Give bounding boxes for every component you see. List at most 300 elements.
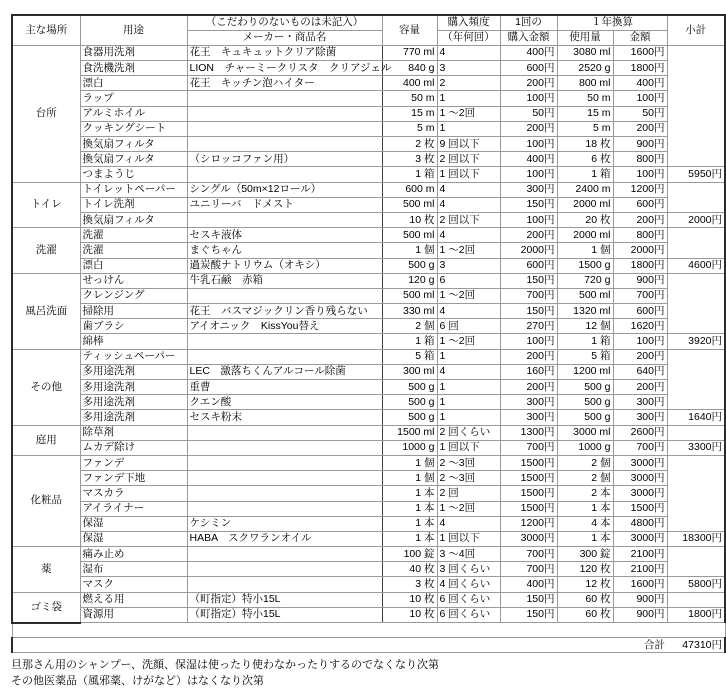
cell-product [187, 425, 382, 440]
table-row [12, 76, 725, 91]
cell-usage: 洗濯 [80, 243, 187, 258]
cell-place-3: 風呂洗面 [12, 273, 80, 349]
cell-product: HABA スクワランオイル [187, 531, 382, 546]
cell-frequency: 6 回くらい [437, 592, 500, 607]
cell-unit-price: 400円 [500, 152, 557, 167]
cell-yearly-amount: 20 枚 [557, 212, 613, 227]
cell-frequency: 3 [437, 258, 500, 273]
cell-capacity: 500 g [382, 410, 437, 425]
cell-usage: ラップ [80, 91, 187, 106]
cell-yearly-cost: 900円 [613, 273, 667, 288]
cell-yearly-amount: 2520 g [557, 61, 613, 76]
cell-usage: 漂白 [80, 258, 187, 273]
cell-yearly-cost: 600円 [613, 304, 667, 319]
cell-product [187, 121, 382, 136]
cell-product [187, 486, 382, 501]
cell-frequency: 1 ～2回 [437, 243, 500, 258]
cell-usage: 換気扇フィルタ [80, 152, 187, 167]
cell-capacity: 770 ml [382, 45, 437, 60]
cell-yearly-cost: 300円 [613, 410, 667, 425]
cell-product: アイオニック KissYou替え [187, 319, 382, 334]
cell-place-8: ゴミ袋 [12, 592, 80, 622]
table-row [12, 592, 725, 607]
cell-yearly-amount: 500 ml [557, 288, 613, 303]
cell-capacity: 500 ml [382, 288, 437, 303]
cell-place-6: 化粧品 [12, 455, 80, 546]
table-body [12, 45, 725, 622]
cell-product: 花王 バスマジックリン香り残らない [187, 304, 382, 319]
cell-place-0: 台所 [12, 45, 80, 182]
table-row [12, 547, 725, 562]
cell-frequency: 2 回 [437, 486, 500, 501]
cell-yearly-amount: 800 ml [557, 76, 613, 91]
cell-unit-price: 1500円 [500, 455, 557, 470]
cell-subtotal: 1800円 [667, 607, 725, 622]
cell-capacity: 1 本 [382, 531, 437, 546]
cell-unit-price: 600円 [500, 61, 557, 76]
cell-capacity: 40 枚 [382, 562, 437, 577]
cell-capacity: 120 g [382, 273, 437, 288]
table-row [12, 273, 725, 288]
cell-capacity: 500 g [382, 258, 437, 273]
cell-yearly-amount: 1 本 [557, 501, 613, 516]
cell-product: ケシミン [187, 516, 382, 531]
cell-capacity: 3 枚 [382, 152, 437, 167]
cell-yearly-cost: 600円 [613, 197, 667, 212]
cell-capacity: 300 ml [382, 364, 437, 379]
cell-frequency: 6 回くらい [437, 607, 500, 622]
table-row [12, 91, 725, 106]
cell-frequency: 1 [437, 349, 500, 364]
cell-yearly-cost: 900円 [613, 607, 667, 622]
cell-subtotal: 5800円 [667, 577, 725, 592]
cell-yearly-cost: 900円 [613, 592, 667, 607]
cell-product: 重曹 [187, 380, 382, 395]
table-row [12, 152, 725, 167]
cell-product: ユニリーバ ドメスト [187, 197, 382, 212]
table-row [12, 501, 725, 516]
cell-yearly-cost: 4800円 [613, 516, 667, 531]
table-row [12, 182, 725, 197]
cell-frequency: 1 [437, 410, 500, 425]
cell-capacity: 5 m [382, 121, 437, 136]
cell-frequency: 4 [437, 45, 500, 60]
header-subtotal: 小計 [667, 15, 725, 45]
cell-frequency: 2 ～3回 [437, 455, 500, 470]
cell-unit-price: 700円 [500, 547, 557, 562]
cell-usage: 多用途洗剤 [80, 410, 187, 425]
header-product-note: （こだわりのないものは未記入） [187, 15, 382, 30]
cell-capacity: 1 本 [382, 501, 437, 516]
cell-yearly-amount: 500 g [557, 410, 613, 425]
cell-yearly-amount: 720 g [557, 273, 613, 288]
cell-yearly-amount: 12 個 [557, 319, 613, 334]
cell-capacity: 1 個 [382, 471, 437, 486]
cell-capacity: 10 枚 [382, 607, 437, 622]
cell-capacity: 1 個 [382, 455, 437, 470]
cell-usage: 多用途洗剤 [80, 395, 187, 410]
table-row [12, 471, 725, 486]
cell-product: （シロッコファン用） [187, 152, 382, 167]
cell-yearly-cost: 3000円 [613, 486, 667, 501]
cell-yearly-cost: 700円 [613, 288, 667, 303]
cell-subtotal-span [667, 182, 725, 212]
cell-product: セスキ液体 [187, 228, 382, 243]
cell-capacity: 500 ml [382, 197, 437, 212]
cell-usage: 換気扇フィルタ [80, 137, 187, 152]
cell-capacity: 600 m [382, 182, 437, 197]
cell-unit-price: 700円 [500, 562, 557, 577]
table-row [12, 228, 725, 243]
cell-unit-price: 2000円 [500, 243, 557, 258]
cell-yearly-cost: 200円 [613, 121, 667, 136]
cell-yearly-cost: 400円 [613, 76, 667, 91]
cell-yearly-cost: 900円 [613, 137, 667, 152]
cell-usage: ティッシュペーパー [80, 349, 187, 364]
cell-capacity: 400 ml [382, 76, 437, 91]
cell-subtotal-span [667, 273, 725, 334]
cell-frequency: 1 ～2回 [437, 106, 500, 121]
table-row [12, 334, 725, 349]
grand-total-value: 47310円 [667, 638, 725, 653]
cell-yearly-amount: 1000 g [557, 440, 613, 455]
cell-unit-price: 1200円 [500, 516, 557, 531]
cell-frequency: 4 [437, 304, 500, 319]
cell-subtotal: 5950円 [667, 167, 725, 182]
household-consumables-table [11, 14, 726, 653]
cell-usage: ファンデ下地 [80, 471, 187, 486]
cell-unit-price: 300円 [500, 182, 557, 197]
cell-frequency: 1 ～2回 [437, 501, 500, 516]
cell-usage: トイレットペーパー [80, 182, 187, 197]
footnotes [11, 658, 672, 690]
cell-product: まぐちゃん [187, 243, 382, 258]
header-row-1 [12, 15, 725, 30]
cell-usage: アルミホイル [80, 106, 187, 121]
cell-yearly-cost: 1200円 [613, 182, 667, 197]
cell-unit-price: 400円 [500, 45, 557, 60]
cell-yearly-cost: 2100円 [613, 562, 667, 577]
cell-product: シングル（50m×12ロール） [187, 182, 382, 197]
cell-unit-price: 270円 [500, 319, 557, 334]
cell-yearly-cost: 100円 [613, 334, 667, 349]
cell-usage: つまようじ [80, 167, 187, 182]
cell-yearly-amount: 120 枚 [557, 562, 613, 577]
cell-usage: せっけん [80, 273, 187, 288]
cell-subtotal: 1640円 [667, 410, 725, 425]
cell-yearly-amount: 60 枚 [557, 592, 613, 607]
cell-unit-price: 100円 [500, 212, 557, 227]
cell-yearly-amount: 2 個 [557, 471, 613, 486]
cell-yearly-cost: 640円 [613, 364, 667, 379]
cell-frequency: 1 回以下 [437, 531, 500, 546]
cell-frequency: 2 回以下 [437, 212, 500, 227]
table-row [12, 516, 725, 531]
cell-subtotal: 3300円 [667, 440, 725, 455]
cell-frequency: 4 [437, 516, 500, 531]
cell-capacity: 100 錠 [382, 547, 437, 562]
cell-yearly-amount: 6 枚 [557, 152, 613, 167]
cell-capacity: 3 枚 [382, 577, 437, 592]
cell-product: LEC 激落ちくんアルコール除菌 [187, 364, 382, 379]
table-header [12, 15, 725, 45]
cell-yearly-cost: 1620円 [613, 319, 667, 334]
cell-usage: アイライナー [80, 501, 187, 516]
cell-frequency: 4 [437, 228, 500, 243]
cell-capacity: 50 m [382, 91, 437, 106]
cell-usage: 歯ブラシ [80, 319, 187, 334]
table-row [12, 197, 725, 212]
header-capacity: 容量 [382, 15, 437, 45]
cell-capacity: 1500 ml [382, 425, 437, 440]
cell-frequency: 2 ～3回 [437, 471, 500, 486]
cell-usage: クレンジング [80, 288, 187, 303]
cell-capacity: 2 枚 [382, 137, 437, 152]
cell-yearly-cost: 100円 [613, 167, 667, 182]
cell-usage: 除草剤 [80, 425, 187, 440]
cell-yearly-amount: 5 箱 [557, 349, 613, 364]
cell-subtotal: 3920円 [667, 334, 725, 349]
cell-frequency: 1 [437, 91, 500, 106]
cell-frequency: 6 回 [437, 319, 500, 334]
cell-product [187, 501, 382, 516]
cell-unit-price: 300円 [500, 410, 557, 425]
table-row [12, 121, 725, 136]
cell-usage: 漂白 [80, 76, 187, 91]
header-frequency-line2: （年何回） [437, 30, 500, 45]
cell-usage: ムカデ除け [80, 440, 187, 455]
cell-usage: 掃除用 [80, 304, 187, 319]
table-row [12, 562, 725, 577]
table-row [12, 61, 725, 76]
header-unit-price-line1: 1回の [500, 15, 557, 30]
cell-product: （町指定）特小15L [187, 592, 382, 607]
cell-usage: マスカラ [80, 486, 187, 501]
cell-capacity: 1 本 [382, 516, 437, 531]
cell-frequency: 4 [437, 364, 500, 379]
cell-unit-price: 600円 [500, 258, 557, 273]
cell-product [187, 137, 382, 152]
cell-yearly-amount: 2 本 [557, 486, 613, 501]
cell-unit-price: 150円 [500, 304, 557, 319]
cell-unit-price: 1500円 [500, 501, 557, 516]
cell-unit-price: 1500円 [500, 471, 557, 486]
cell-yearly-amount: 12 枚 [557, 577, 613, 592]
cell-frequency: 1 [437, 380, 500, 395]
cell-product [187, 562, 382, 577]
cell-yearly-amount: 1 箱 [557, 334, 613, 349]
cell-product: クエン酸 [187, 395, 382, 410]
header-unit-price-line2: 購入金額 [500, 30, 557, 45]
cell-yearly-amount: 5 m [557, 121, 613, 136]
cell-subtotal-span [667, 425, 725, 440]
header-usage: 用途 [80, 15, 187, 45]
cell-yearly-cost: 2000円 [613, 243, 667, 258]
table-row [12, 137, 725, 152]
cell-usage: 多用途洗剤 [80, 364, 187, 379]
cell-yearly-cost: 2100円 [613, 547, 667, 562]
cell-yearly-cost: 1800円 [613, 61, 667, 76]
cell-subtotal: 4600円 [667, 258, 725, 273]
cell-capacity: 2 個 [382, 319, 437, 334]
cell-product [187, 288, 382, 303]
cell-yearly-amount: 4 本 [557, 516, 613, 531]
cell-usage: 多用途洗剤 [80, 380, 187, 395]
cell-capacity: 10 枚 [382, 592, 437, 607]
cell-product [187, 212, 382, 227]
cell-product [187, 349, 382, 364]
table-row [12, 440, 725, 455]
cell-yearly-amount: 1 本 [557, 531, 613, 546]
cell-capacity: 1 本 [382, 486, 437, 501]
cell-frequency: 2 [437, 76, 500, 91]
cell-subtotal-span [667, 592, 725, 607]
cell-unit-price: 160円 [500, 364, 557, 379]
cell-yearly-amount: 15 m [557, 106, 613, 121]
cell-frequency: 1 ～2回 [437, 334, 500, 349]
cell-frequency: 4 回くらい [437, 577, 500, 592]
cell-product [187, 577, 382, 592]
cell-capacity: 500 ml [382, 228, 437, 243]
cell-capacity: 10 枚 [382, 212, 437, 227]
cell-capacity: 500 g [382, 380, 437, 395]
cell-unit-price: 300円 [500, 395, 557, 410]
cell-frequency: 1 [437, 395, 500, 410]
cell-product: 花王 キッチン泡ハイター [187, 76, 382, 91]
spacer-row [12, 623, 725, 638]
cell-yearly-cost: 200円 [613, 212, 667, 227]
cell-yearly-amount: 300 錠 [557, 547, 613, 562]
grand-total-row [12, 638, 725, 653]
cell-unit-price: 150円 [500, 273, 557, 288]
cell-unit-price: 1500円 [500, 486, 557, 501]
cell-usage: 食器用洗剤 [80, 45, 187, 60]
cell-frequency: 9 回以下 [437, 137, 500, 152]
cell-place-7: 薬 [12, 547, 80, 593]
cell-frequency: 4 [437, 182, 500, 197]
cell-usage: 燃える用 [80, 592, 187, 607]
cell-usage: 痛み止め [80, 547, 187, 562]
cell-frequency: 1 回以下 [437, 440, 500, 455]
table-row [12, 319, 725, 334]
cell-unit-price: 700円 [500, 288, 557, 303]
cell-yearly-cost: 200円 [613, 349, 667, 364]
cell-yearly-cost: 300円 [613, 395, 667, 410]
cell-unit-price: 200円 [500, 349, 557, 364]
header-product-name: メーカー・商品名 [187, 30, 382, 45]
cell-yearly-amount: 2400 m [557, 182, 613, 197]
cell-product [187, 334, 382, 349]
cell-unit-price: 100円 [500, 167, 557, 182]
cell-unit-price: 400円 [500, 577, 557, 592]
cell-usage: 食洗機洗剤 [80, 61, 187, 76]
cell-capacity: 1 個 [382, 243, 437, 258]
header-main-place: 主な場所 [12, 15, 80, 45]
cell-subtotal-span [667, 228, 725, 258]
footnote-2: その他医薬品（風邪薬、けがなど）はなくなり次第 [11, 675, 264, 688]
total-filler [12, 638, 613, 653]
cell-place-5: 庭用 [12, 425, 80, 455]
table-footer [12, 623, 725, 653]
cell-yearly-cost: 800円 [613, 228, 667, 243]
cell-usage: 資源用 [80, 607, 187, 622]
table-row [12, 410, 725, 425]
cell-frequency: 3 [437, 61, 500, 76]
table-row [12, 607, 725, 622]
cell-yearly-amount: 3000 ml [557, 425, 613, 440]
header-yearly-amount: 使用量 [557, 30, 613, 45]
table-row [12, 288, 725, 303]
table-row [12, 486, 725, 501]
cell-yearly-amount: 3080 ml [557, 45, 613, 60]
cell-unit-price: 200円 [500, 228, 557, 243]
cell-capacity: 500 g [382, 395, 437, 410]
cell-yearly-amount: 2 個 [557, 455, 613, 470]
cell-yearly-cost: 200円 [613, 380, 667, 395]
cell-usage: トイレ洗剤 [80, 197, 187, 212]
cell-frequency: 1 回以下 [437, 167, 500, 182]
cell-yearly-amount: 500 g [557, 395, 613, 410]
table-row [12, 577, 725, 592]
cell-usage: 湿布 [80, 562, 187, 577]
cell-product: LION チャーミークリスタ クリアジェル [187, 61, 382, 76]
cell-product [187, 106, 382, 121]
cell-unit-price: 3000円 [500, 531, 557, 546]
cell-yearly-cost: 3000円 [613, 531, 667, 546]
cell-yearly-cost: 800円 [613, 152, 667, 167]
cell-capacity: 1 箱 [382, 334, 437, 349]
cell-frequency: 3 ～4回 [437, 547, 500, 562]
cell-unit-price: 200円 [500, 121, 557, 136]
cell-yearly-amount: 50 m [557, 91, 613, 106]
cell-yearly-amount: 18 枚 [557, 137, 613, 152]
cell-yearly-cost: 2600円 [613, 425, 667, 440]
cell-product [187, 455, 382, 470]
cell-usage: 換気扇フィルタ [80, 212, 187, 227]
cell-subtotal: 18300円 [667, 531, 725, 546]
cell-capacity: 1 箱 [382, 167, 437, 182]
cell-usage: 保湿 [80, 531, 187, 546]
cell-frequency: 1 ～2回 [437, 288, 500, 303]
cell-yearly-cost: 50円 [613, 106, 667, 121]
cell-unit-price: 150円 [500, 592, 557, 607]
cell-unit-price: 50円 [500, 106, 557, 121]
table-row [12, 106, 725, 121]
cell-place-2: 洗濯 [12, 228, 80, 274]
cell-yearly-cost: 1500円 [613, 501, 667, 516]
spacer-cell [12, 623, 725, 638]
cell-unit-price: 700円 [500, 440, 557, 455]
cell-yearly-cost: 1800円 [613, 258, 667, 273]
cell-yearly-cost: 3000円 [613, 455, 667, 470]
cell-yearly-cost: 100円 [613, 91, 667, 106]
cell-frequency: 3 回くらい [437, 562, 500, 577]
cell-unit-price: 100円 [500, 91, 557, 106]
table-row [12, 380, 725, 395]
cell-product: 花王 キュキュットクリア除菌 [187, 45, 382, 60]
cell-usage: 保湿 [80, 516, 187, 531]
cell-subtotal: 2000円 [667, 212, 725, 227]
table-row [12, 349, 725, 364]
cell-subtotal-span [667, 45, 725, 167]
cell-capacity: 5 箱 [382, 349, 437, 364]
cell-yearly-cost: 1600円 [613, 45, 667, 60]
cell-product: （町指定）特小15L [187, 607, 382, 622]
table-row [12, 243, 725, 258]
cell-capacity: 15 m [382, 106, 437, 121]
cell-unit-price: 150円 [500, 607, 557, 622]
cell-frequency: 6 [437, 273, 500, 288]
